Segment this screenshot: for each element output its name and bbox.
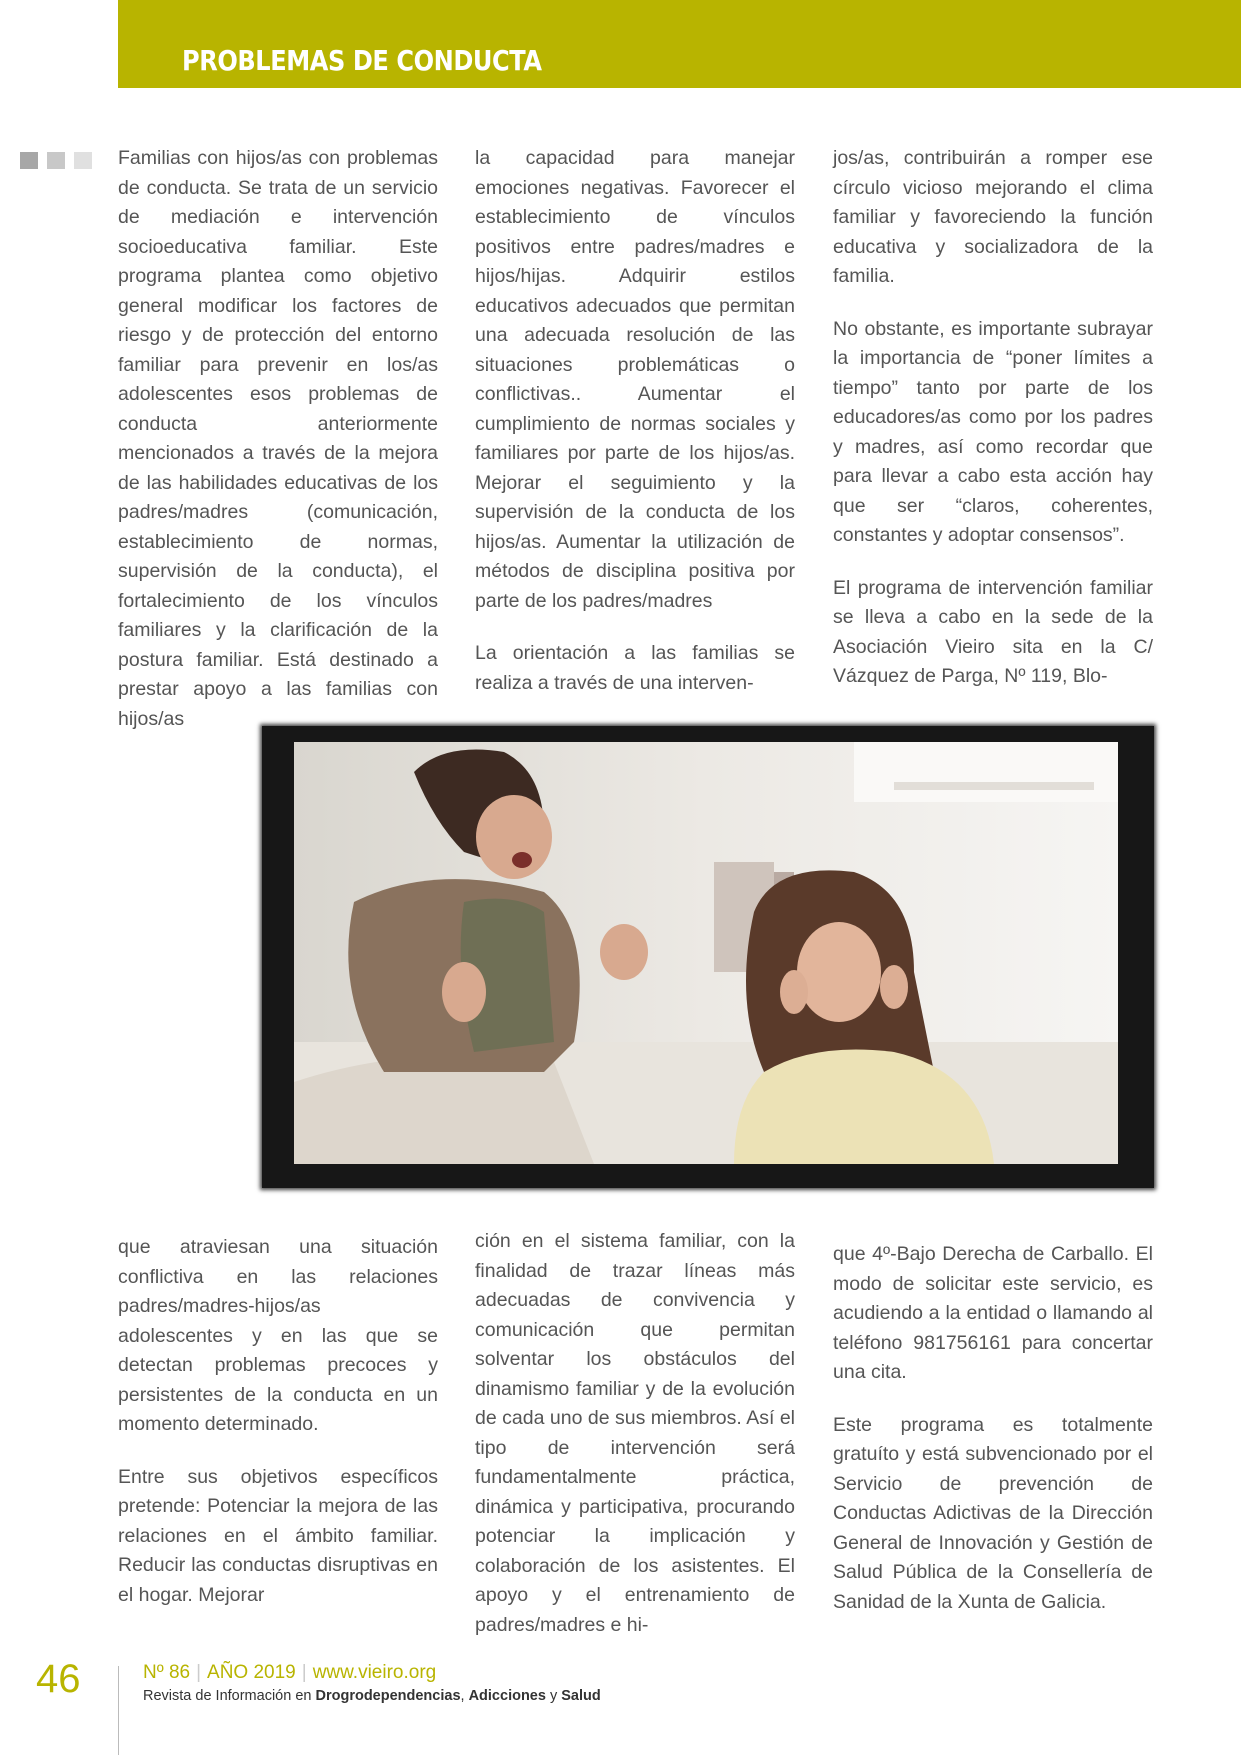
paragraph: Familias con hijos/as con problemas de conducta. Se trata de un servicio de mediación e intervención socioeducativa familiar. Este programa plantea como objetivo general modificar los factores de riesgo y de protección del entorno familiar para prevenir en los/as adolescentes esos problemas de conducta anteriormente mencionados a través de la mejora de las habilidades educativas de los padres/madres (comunicación, establecimiento de normas, supervisión de la conducta), el fortalecimiento de los vínculos familiares y la clarificación de la postura familiar. Está destinado a prestar apoyo a las familias con hijos/as	[118, 147, 438, 730]
upper-column-3	[833, 144, 1153, 692]
paragraph: que 4º-Bajo Derecha de Carballo. El modo de solicitar este servicio, es acudiendo a la entidad o llamando al teléfono 981756161 para concertar una cita.	[833, 1243, 1153, 1383]
issue-year: AÑO 2019	[207, 1662, 296, 1683]
separator: |	[196, 1662, 202, 1683]
lower-column-2	[475, 1227, 795, 1640]
lower-column-1	[118, 1233, 438, 1610]
square-dark	[20, 152, 38, 169]
paragraph: jos/as, contribuirán a romper ese círculo vicioso mejorando el clima familiar y favoreciendo la función educativa y socializadora de la familia.	[833, 147, 1153, 287]
issue-number: Nº 86	[143, 1662, 191, 1683]
subtitle-text: y	[545, 1688, 562, 1704]
upper-column-2	[475, 144, 795, 698]
page-number: 46	[36, 1657, 81, 1701]
lower-column-3	[833, 1240, 1153, 1617]
subtitle-text: ,	[460, 1688, 469, 1704]
paragraph: Entre sus objetivos específicos pretende: Potenciar la mejora de las relaciones en el ámbito familiar. Reducir las conductas disruptivas en el hogar. Mejorar	[118, 1465, 438, 1606]
upper-column-1	[118, 144, 438, 734]
paragraph: El programa de intervención familiar se lleva a cabo en la sede de la Asociación Vieiro sita en la C/ Vázquez de Parga, Nº 119, Blo-	[833, 576, 1153, 687]
square-mid	[47, 152, 65, 169]
website-link[interactable]: www.vieiro.org	[312, 1662, 437, 1683]
paragraph: ción en el sistema familiar, con la finalidad de trazar líneas más adecuadas de convivencia y comunicación que permitan solventar los obstáculos del dinamismo familiar y de la evolución de cada uno de sus miembros. Así el tipo de intervención será fundamentalmente práctica, dinámica y participativa, procurando potenciar la implicación y colaboración de los asistentes. El apoyo y el entrenamiento de padres/madres e hi-	[475, 1230, 795, 1636]
subtitle-bold: Drogrodependencias	[315, 1688, 461, 1704]
magazine-subtitle	[143, 1688, 601, 1704]
paragraph: que atraviesan una situación conflictiva en las relaciones padres/madres-hijos/as adolescentes y en las que se detectan problemas precoces y persistentes de la conducta en un momento determinado.	[118, 1236, 438, 1435]
footer-issue-line	[143, 1662, 436, 1684]
paragraph: la capacidad para manejar emociones negativas. Favorecer el establecimiento de vínculos positivos entre padres/madres e hijos/hijas. Adquirir estilos educativos adecuados que permitan una adecuada resolución de las situaciones problemáticas o conflictivas.. Aumentar el cumplimiento de normas sociales y familiares por parte de los hijos/as. Mejorar el seguimiento y la supervisión de la conducta de los hijos/as. Aumentar la utilización de métodos de disciplina positiva por parte de los padres/madres	[475, 147, 795, 612]
subtitle-text: Revista de Información en	[143, 1688, 316, 1704]
subtitle-bold: Adicciones	[468, 1688, 546, 1704]
article-photo	[294, 742, 1118, 1164]
subtitle-bold: Salud	[561, 1688, 601, 1704]
paragraph: La orientación a las familias se realiza a través de una interven-	[475, 642, 795, 694]
section-title: PROBLEMAS DE CONDUCTA	[182, 44, 542, 77]
paragraph: No obstante, es importante subrayar la importancia de “poner límites a tiempo” tanto por parte de los educadores/as como por los padres y madres, así como recordar que para llevar a cabo esta acción hay que ser “claros, coherentes, constantes y adoptar consensos”.	[833, 317, 1153, 546]
square-light	[74, 152, 92, 169]
decorative-squares	[20, 152, 101, 174]
paragraph: Este programa es totalmente gratuíto y está subvencionado por el Servicio de prevención de Conductas Adictivas de la Dirección General de Innovación y Gestión de Salud Pública de la Consellería de Sanidad de la Xunta de Galicia.	[833, 1413, 1153, 1613]
separator: |	[301, 1662, 307, 1683]
photo-frame	[262, 726, 1154, 1188]
footer-divider	[118, 1666, 119, 1755]
